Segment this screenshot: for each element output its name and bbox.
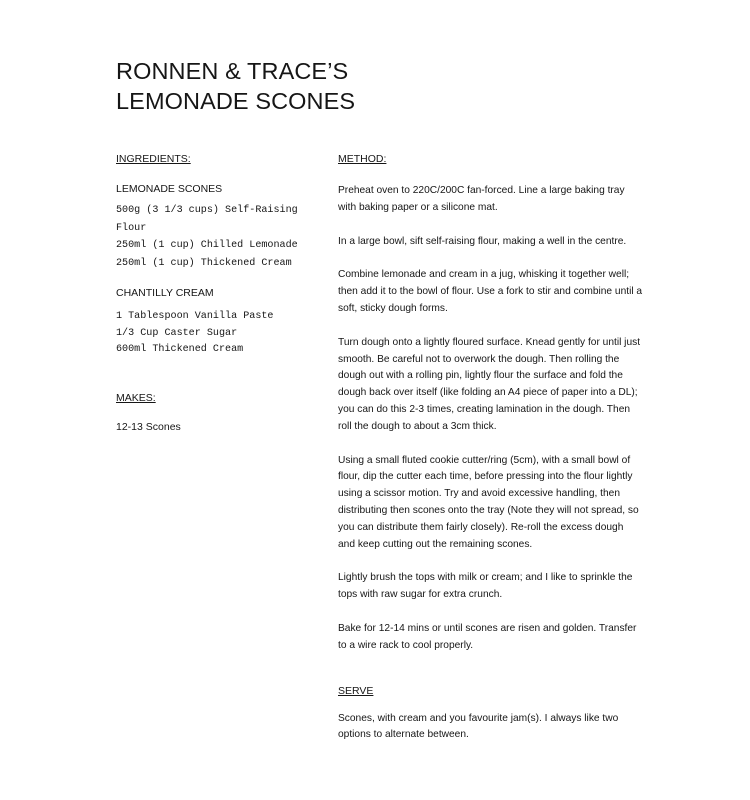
chantilly-cream-heading: CHANTILLY CREAM bbox=[116, 287, 214, 299]
makes-heading: MAKES: bbox=[116, 391, 156, 404]
lemonade-scones-heading: LEMONADE SCONES bbox=[116, 183, 223, 195]
ingredient-item: 1/3 Cup Caster Sugar bbox=[116, 327, 238, 339]
recipe-title-line-2: LEMONADE SCONES bbox=[116, 88, 356, 114]
ingredient-item: 500g (3 1/3 cups) Self-Raising Flour bbox=[116, 205, 298, 234]
method-step: Using a small fluted cookie cutter/ring (5cm), with a small bowl of flour, dip the cutter each time, before pressing into the flour lightly using a scissor motion. Try and avoid excessive handling, then distributing then scones onto the tray (Note they will not spread, so you can distribute them fairly closely). Re-roll the excess dough and keep cutting out the remaining scones. bbox=[338, 454, 639, 550]
serve-heading: SERVE bbox=[338, 684, 374, 697]
ingredient-item: 250ml (1 cup) Chilled Lemonade bbox=[116, 240, 298, 251]
ingredients-column bbox=[116, 152, 321, 434]
recipe-title bbox=[116, 56, 476, 116]
lemonade-scones-list bbox=[116, 202, 321, 272]
ingredient-item: 600ml Thickened Cream bbox=[116, 344, 244, 355]
serve-text: Scones, with cream and you favourite jam(s). I always like two options to alternate between. bbox=[338, 712, 619, 741]
makes-value: 12-13 Scones bbox=[116, 420, 181, 433]
recipe-title-line-1: RONNEN & TRACE’S bbox=[116, 58, 349, 84]
method-step: In a large bowl, sift self-raising flour, making a well in the centre. bbox=[338, 235, 627, 247]
method-heading: METHOD: bbox=[338, 153, 387, 165]
method-step: Preheat oven to 220C/200C fan-forced. Line a large baking tray with baking paper or a silicone mat. bbox=[338, 185, 625, 213]
ingredients-heading: INGREDIENTS: bbox=[116, 153, 191, 165]
method-column bbox=[338, 152, 643, 744]
method-step: Turn dough onto a lightly floured surface. Knead gently for until just smooth. Be careful not to overwork the dough. Then rolling the dough out with a rolling pin, lightly flour the surface and fold the dough back over itself (like folding an A4 piece of paper into a DL); you can do this 2-3 times, creating lamination in the dough. Then roll the dough to about a 3cm thick. bbox=[338, 336, 641, 432]
ingredient-item: 1 Tablespoon Vanilla Paste bbox=[116, 311, 274, 322]
method-step: Combine lemonade and cream in a jug, whisking it together well; then add it to the bowl of flour. Use a fork to stir and combine until a soft, sticky dough forms. bbox=[338, 269, 643, 314]
method-step: Lightly brush the tops with milk or cream; and I like to sprinkle the tops with raw sugar for extra crunch. bbox=[338, 572, 633, 601]
method-step: Bake for 12-14 mins or until scones are risen and golden. Transfer to a wire rack to cool properly. bbox=[338, 622, 637, 651]
ingredient-item: 250ml (1 cup) Thickened Cream bbox=[116, 257, 292, 269]
chantilly-cream-list bbox=[116, 309, 321, 359]
